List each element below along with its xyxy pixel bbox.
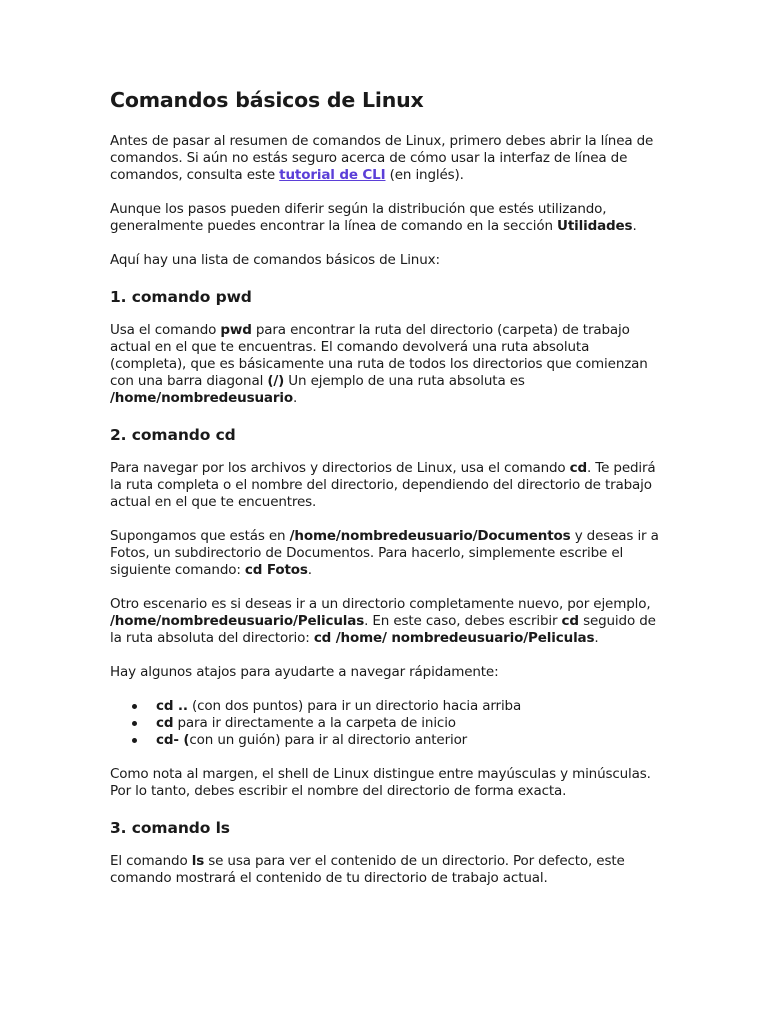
document-page xyxy=(110,86,662,887)
bold-home-path: /home/nombredeusuario xyxy=(110,390,293,406)
body-text: Un ejemplo de una ruta absoluta es xyxy=(284,373,525,389)
cli-tutorial-link[interactable]: tutorial de CLI xyxy=(279,167,386,183)
intro-paragraph-3: Aquí hay una lista de comandos básicos de Linux: xyxy=(110,252,440,268)
list-item xyxy=(110,715,662,732)
shortcut-command: cd .. xyxy=(156,698,188,714)
bold-slash: (/) xyxy=(267,373,285,389)
intro-text: Antes de pasar al resumen de comandos de Linux, primero debes abrir la línea de comandos. Si aún no estás seguro acerca de cómo usar la interfaz de línea de comandos, consulta este xyxy=(110,133,654,183)
cd-shortcuts-list xyxy=(110,698,662,749)
cd-paragraph-1 xyxy=(110,460,662,511)
list-item xyxy=(110,698,662,715)
cd-paragraph-4: Hay algunos atajos para ayudarte a navegar rápidamente: xyxy=(110,664,499,680)
pwd-paragraph xyxy=(110,322,662,407)
bold-pwd: pwd xyxy=(220,322,252,338)
body-text: . Te pedirá la ruta completa o el nombre del directorio, dependiendo del directorio de trabajo actual en el que te encuentres. xyxy=(110,460,656,510)
intro-text: . xyxy=(632,218,637,234)
cd-paragraph-3 xyxy=(110,596,662,647)
ls-paragraph xyxy=(110,853,662,887)
bold-cd-peliculas: cd /home/ nombredeusuario/Peliculas xyxy=(313,630,595,646)
body-text: . xyxy=(293,390,298,406)
bold-cd-fotos: cd Fotos xyxy=(244,562,308,578)
shortcut-description: para ir directamente a la carpeta de inicio xyxy=(173,715,456,731)
heading-pwd: 1. comando pwd xyxy=(110,288,252,306)
heading-cd: 2. comando cd xyxy=(110,426,236,444)
bullet-icon xyxy=(132,721,137,726)
bold-peliculas-path: /home/nombredeusuario/Peliculas xyxy=(110,613,365,629)
intro-text: Aunque los pasos pueden diferir según la distribución que estés utilizando, generalmente puedes encontrar la línea de comando en la sección xyxy=(110,201,607,234)
heading-ls: 3. comando ls xyxy=(110,819,230,837)
body-text: El comando xyxy=(110,853,192,869)
bullet-icon xyxy=(132,738,137,743)
body-text: . xyxy=(307,562,312,578)
shortcut-command: cd xyxy=(156,715,174,731)
body-text: . xyxy=(594,630,599,646)
body-text: se usa para ver el contenido de un directorio. Por defecto, este comando mostrará el contenido de tu directorio de trabajo actual. xyxy=(110,853,625,886)
shortcut-description: (con dos puntos) para ir un directorio hacia arriba xyxy=(187,698,522,714)
body-text: Supongamos que estás en xyxy=(110,528,290,544)
shortcut-description: con un guión) para ir al directorio anterior xyxy=(189,732,468,748)
bold-cd: cd xyxy=(561,613,579,629)
bold-utilidades: Utilidades xyxy=(557,218,633,234)
list-item xyxy=(110,732,662,749)
body-text: y deseas ir a Fotos, un subdirectorio de Documentos. Para hacerlo, simplemente escribe el siguiente comando: xyxy=(110,528,659,578)
shortcut-command: cd- ( xyxy=(156,732,190,748)
bullet-icon xyxy=(132,704,137,709)
bold-ls: ls xyxy=(191,853,205,869)
bold-documentos-path: /home/nombredeusuario/Documentos xyxy=(289,528,571,544)
body-text: seguido de la ruta absoluta del directorio: xyxy=(110,613,656,646)
intro-text: (en inglés). xyxy=(385,167,464,183)
body-text: para encontrar la ruta del directorio (carpeta) de trabajo actual en el que te encuentras. El comando devolverá una ruta absoluta (completa), que es básicamente una ruta de todos los directorios que comienzan con una barra diagonal xyxy=(110,322,648,389)
body-text: Usa el comando xyxy=(110,322,221,338)
intro-paragraph-1 xyxy=(110,133,662,184)
cd-paragraph-5: Como nota al margen, el shell de Linux distingue entre mayúsculas y minúsculas. Por lo tanto, debes escribir el nombre del directorio de forma exacta. xyxy=(110,766,651,799)
bold-cd: cd xyxy=(569,460,588,476)
cd-paragraph-2 xyxy=(110,528,662,579)
body-text: Otro escenario es si deseas ir a un directorio completamente nuevo, por ejemplo, xyxy=(110,596,651,612)
body-text: . En este caso, debes escribir xyxy=(364,613,562,629)
body-text: Para navegar por los archivos y directorios de Linux, usa el comando xyxy=(110,460,570,476)
page-title: Comandos básicos de Linux xyxy=(110,88,424,112)
intro-paragraph-2 xyxy=(110,201,662,235)
